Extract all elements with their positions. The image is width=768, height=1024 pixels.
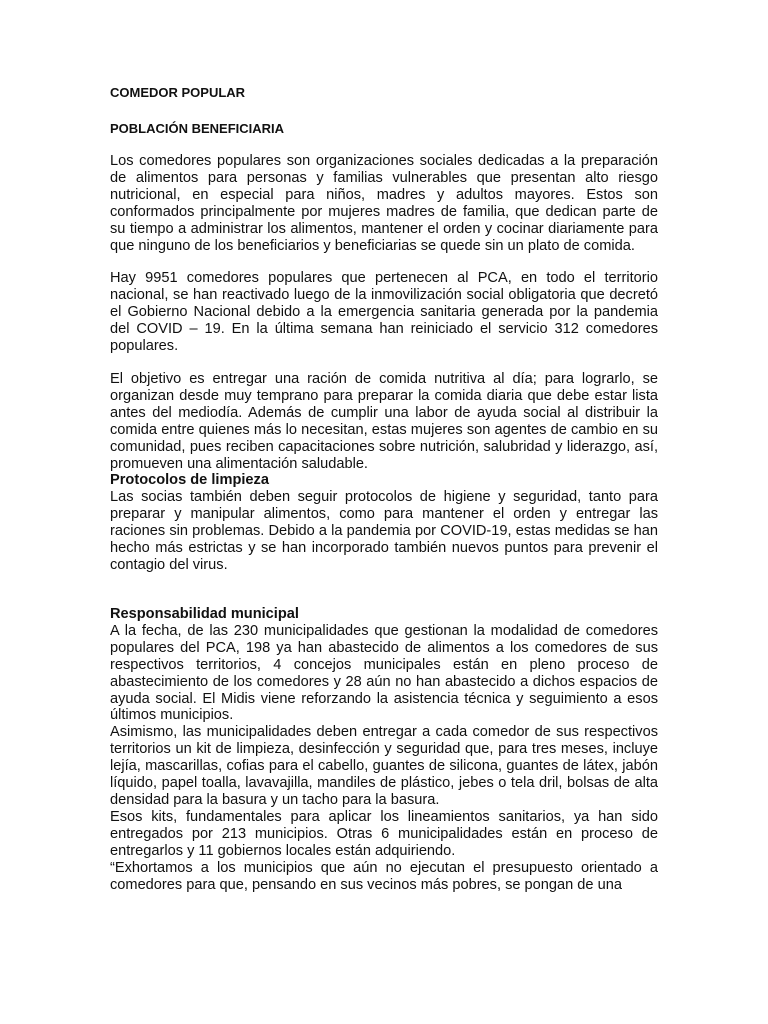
intro-paragraph: El objetivo es entregar una ración de comida nutritiva al día; para lograrlo, se organizan desde muy temprano para preparar la comida diaria que debe estar lista antes del mediodía. Además de cumplir una labor de ayuda social al distribuir la comida entre quienes más lo necesitan, estas mujeres son agentes de cambio en su comunidad, pues reciben capacitaciones sobre nutrición, salubridad y liderazgo, así, promueven una alimentación saludable. bbox=[110, 370, 658, 472]
section-heading-protocolos: Protocolos de limpieza bbox=[110, 472, 269, 489]
section-paragraph: Esos kits, fundamentales para aplicar los lineamientos sanitarios, ya han sido entregados por 213 municipios. Otras 6 municipalidades están en proceso de entregarlos y 11 gobiernos locales están adquiriendo. bbox=[110, 808, 658, 859]
section-paragraph: Las socias también deben seguir protocolos de higiene y seguridad, tanto para preparar y manipular alimentos, como para mantener el orden y entregar las raciones sin problemas. Debido a la pandemia por COVID-19, estas medidas se han hecho más estrictas y se han incorporado también nuevos puntos para prevenir el contagio del virus. bbox=[110, 489, 658, 574]
intro-paragraph: Hay 9951 comedores populares que pertenecen al PCA, en todo el territorio nacional, se han reactivado luego de la inmovilización social obligatoria que decretó el Gobierno Nacional debido a la emergencia sanitaria generada por la pandemia del COVID – 19. En la última semana han reiniciado el servicio 312 comedores populares. bbox=[110, 270, 658, 355]
section-heading-responsabilidad: Responsabilidad municipal bbox=[110, 605, 299, 622]
section-paragraph: A la fecha, de las 230 municipalidades que gestionan la modalidad de comedores populares del PCA, 198 ya han abastecido de alimentos a los comedores de sus respectivos territorios, 4 concejos municipales están en pleno proceso de abastecimiento de los comedores y 28 aún no han abastecido a dichos espacios de ayuda social. El Midis viene reforzando la asistencia técnica y seguimiento a esos últimos municipios. bbox=[110, 622, 658, 724]
section-paragraph: “Exhortamos a los municipios que aún no ejecutan el presupuesto orientado a comedores para que, pensando en sus vecinos más pobres, se pongan de una bbox=[110, 859, 658, 893]
intro-paragraph: Los comedores populares son organizaciones sociales dedicadas a la preparación de alimentos para personas y familias vulnerables que presentan alto riesgo nutricional, en especial para niños, madres y adultos mayores. Estos son conformados principalmente por mujeres madres de familia, que dedican parte de su tiempo a administrar los alimentos, mantener el orden y cocinar diariamente para que ninguno de los beneficiarios y beneficiarias se quede sin un plato de comida. bbox=[110, 153, 658, 254]
document-subtitle: POBLACIÓN BENEFICIARIA bbox=[110, 121, 285, 136]
document-title: COMEDOR POPULAR bbox=[110, 85, 246, 100]
section-paragraph: Asimismo, las municipalidades deben entregar a cada comedor de sus respectivos territorios un kit de limpieza, desinfección y seguridad que, para tres meses, incluye lejía, mascarillas, cofias para el cabello, guantes de silicona, guantes de látex, jabón líquido, papel toalla, lavavajilla, mandiles de plástico, jebes o tela dril, bolsas de alta densidad para la basura y un tacho para la basura. bbox=[110, 724, 658, 808]
